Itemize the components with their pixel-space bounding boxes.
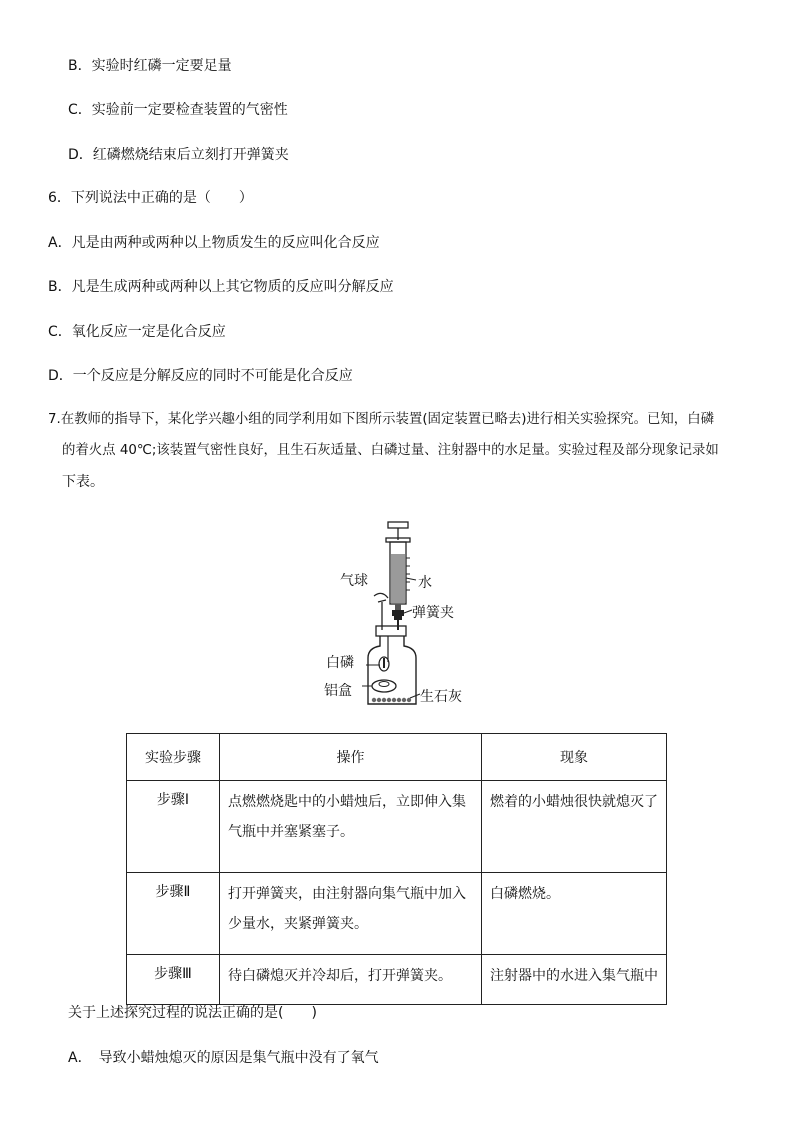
label-water: 水 <box>418 575 432 591</box>
phenomenon-cell: 白磷燃烧。 <box>482 873 667 955</box>
apparatus-figure <box>322 518 472 708</box>
phenomenon-cell: 燃着的小蜡烛很快就熄灭了 <box>482 781 667 873</box>
q7-stem-line2: 的着火点 40℃;该装置气密性良好，且生石灰适量、白磷过量、注射器中的水足量。实验过程及部分现象记录如 <box>62 443 719 458</box>
header-step: 实验步骤 <box>127 734 220 781</box>
table-row <box>127 955 667 1005</box>
operation-line: 打开弹簧夹，由注射器向集气瓶中加入 <box>228 886 466 902</box>
step-cell: 步骤Ⅱ <box>127 873 220 955</box>
operation-cell <box>220 873 482 955</box>
label-balloon: 气球 <box>340 573 368 589</box>
q6-option-d: D．一个反应是分解反应的同时不可能是化合反应 <box>48 368 353 384</box>
q6-option-b: B．凡是生成两种或两种以上其它物质的反应叫分解反应 <box>48 279 394 295</box>
header-phenomenon: 现象 <box>482 734 667 781</box>
step-cell: 步骤Ⅰ <box>127 781 220 873</box>
table-header-row <box>127 734 667 781</box>
header-operation: 操作 <box>220 734 482 781</box>
q7-question: 关于上述探究过程的说法正确的是( ) <box>68 1005 317 1021</box>
experiment-table <box>126 733 667 1005</box>
phenomenon-cell: 注射器中的水进入集气瓶中 <box>482 955 667 1005</box>
table-row <box>127 781 667 873</box>
q5-option-c: C．实验前一定要检查装置的气密性 <box>68 102 288 118</box>
q6-stem: 6．下列说法中正确的是（ ） <box>48 190 253 206</box>
operation-line: 待白磷熄灭并冷却后，打开弹簧夹。 <box>228 968 452 984</box>
q5-option-b: B．实验时红磷一定要足量 <box>68 58 232 74</box>
operation-cell <box>220 955 482 1005</box>
operation-line: 气瓶中并塞紧塞子。 <box>228 824 354 840</box>
step-cell: 步骤Ⅲ <box>127 955 220 1005</box>
q7-option-a: A． 导致小蜡烛熄灭的原因是集气瓶中没有了氧气 <box>68 1050 379 1066</box>
table-row <box>127 873 667 955</box>
q5-option-d: D．红磷燃烧结束后立刻打开弹簧夹 <box>68 147 289 163</box>
q6-option-c: C．氧化反应一定是化合反应 <box>48 324 226 340</box>
operation-cell <box>220 781 482 873</box>
label-clamp: 弹簧夹 <box>412 605 454 621</box>
label-white-phosphorus: 白磷 <box>326 655 354 671</box>
q7-stem-line3: 下表。 <box>62 474 104 490</box>
operation-line: 点燃燃烧匙中的小蜡烛后，立即伸入集 <box>228 794 466 810</box>
label-aluminum-box: 铝盒 <box>324 683 352 699</box>
operation-line: 少量水，夹紧弹簧夹。 <box>228 916 368 932</box>
label-quicklime: 生石灰 <box>420 689 462 705</box>
q6-option-a: A．凡是由两种或两种以上物质发生的反应叫化合反应 <box>48 235 380 251</box>
q7-stem-line1: 7.在教师的指导下，某化学兴趣小组的同学利用如下图所示装置(固定装置已略去)进行相关实验探究。已知，白磷 <box>48 412 714 427</box>
